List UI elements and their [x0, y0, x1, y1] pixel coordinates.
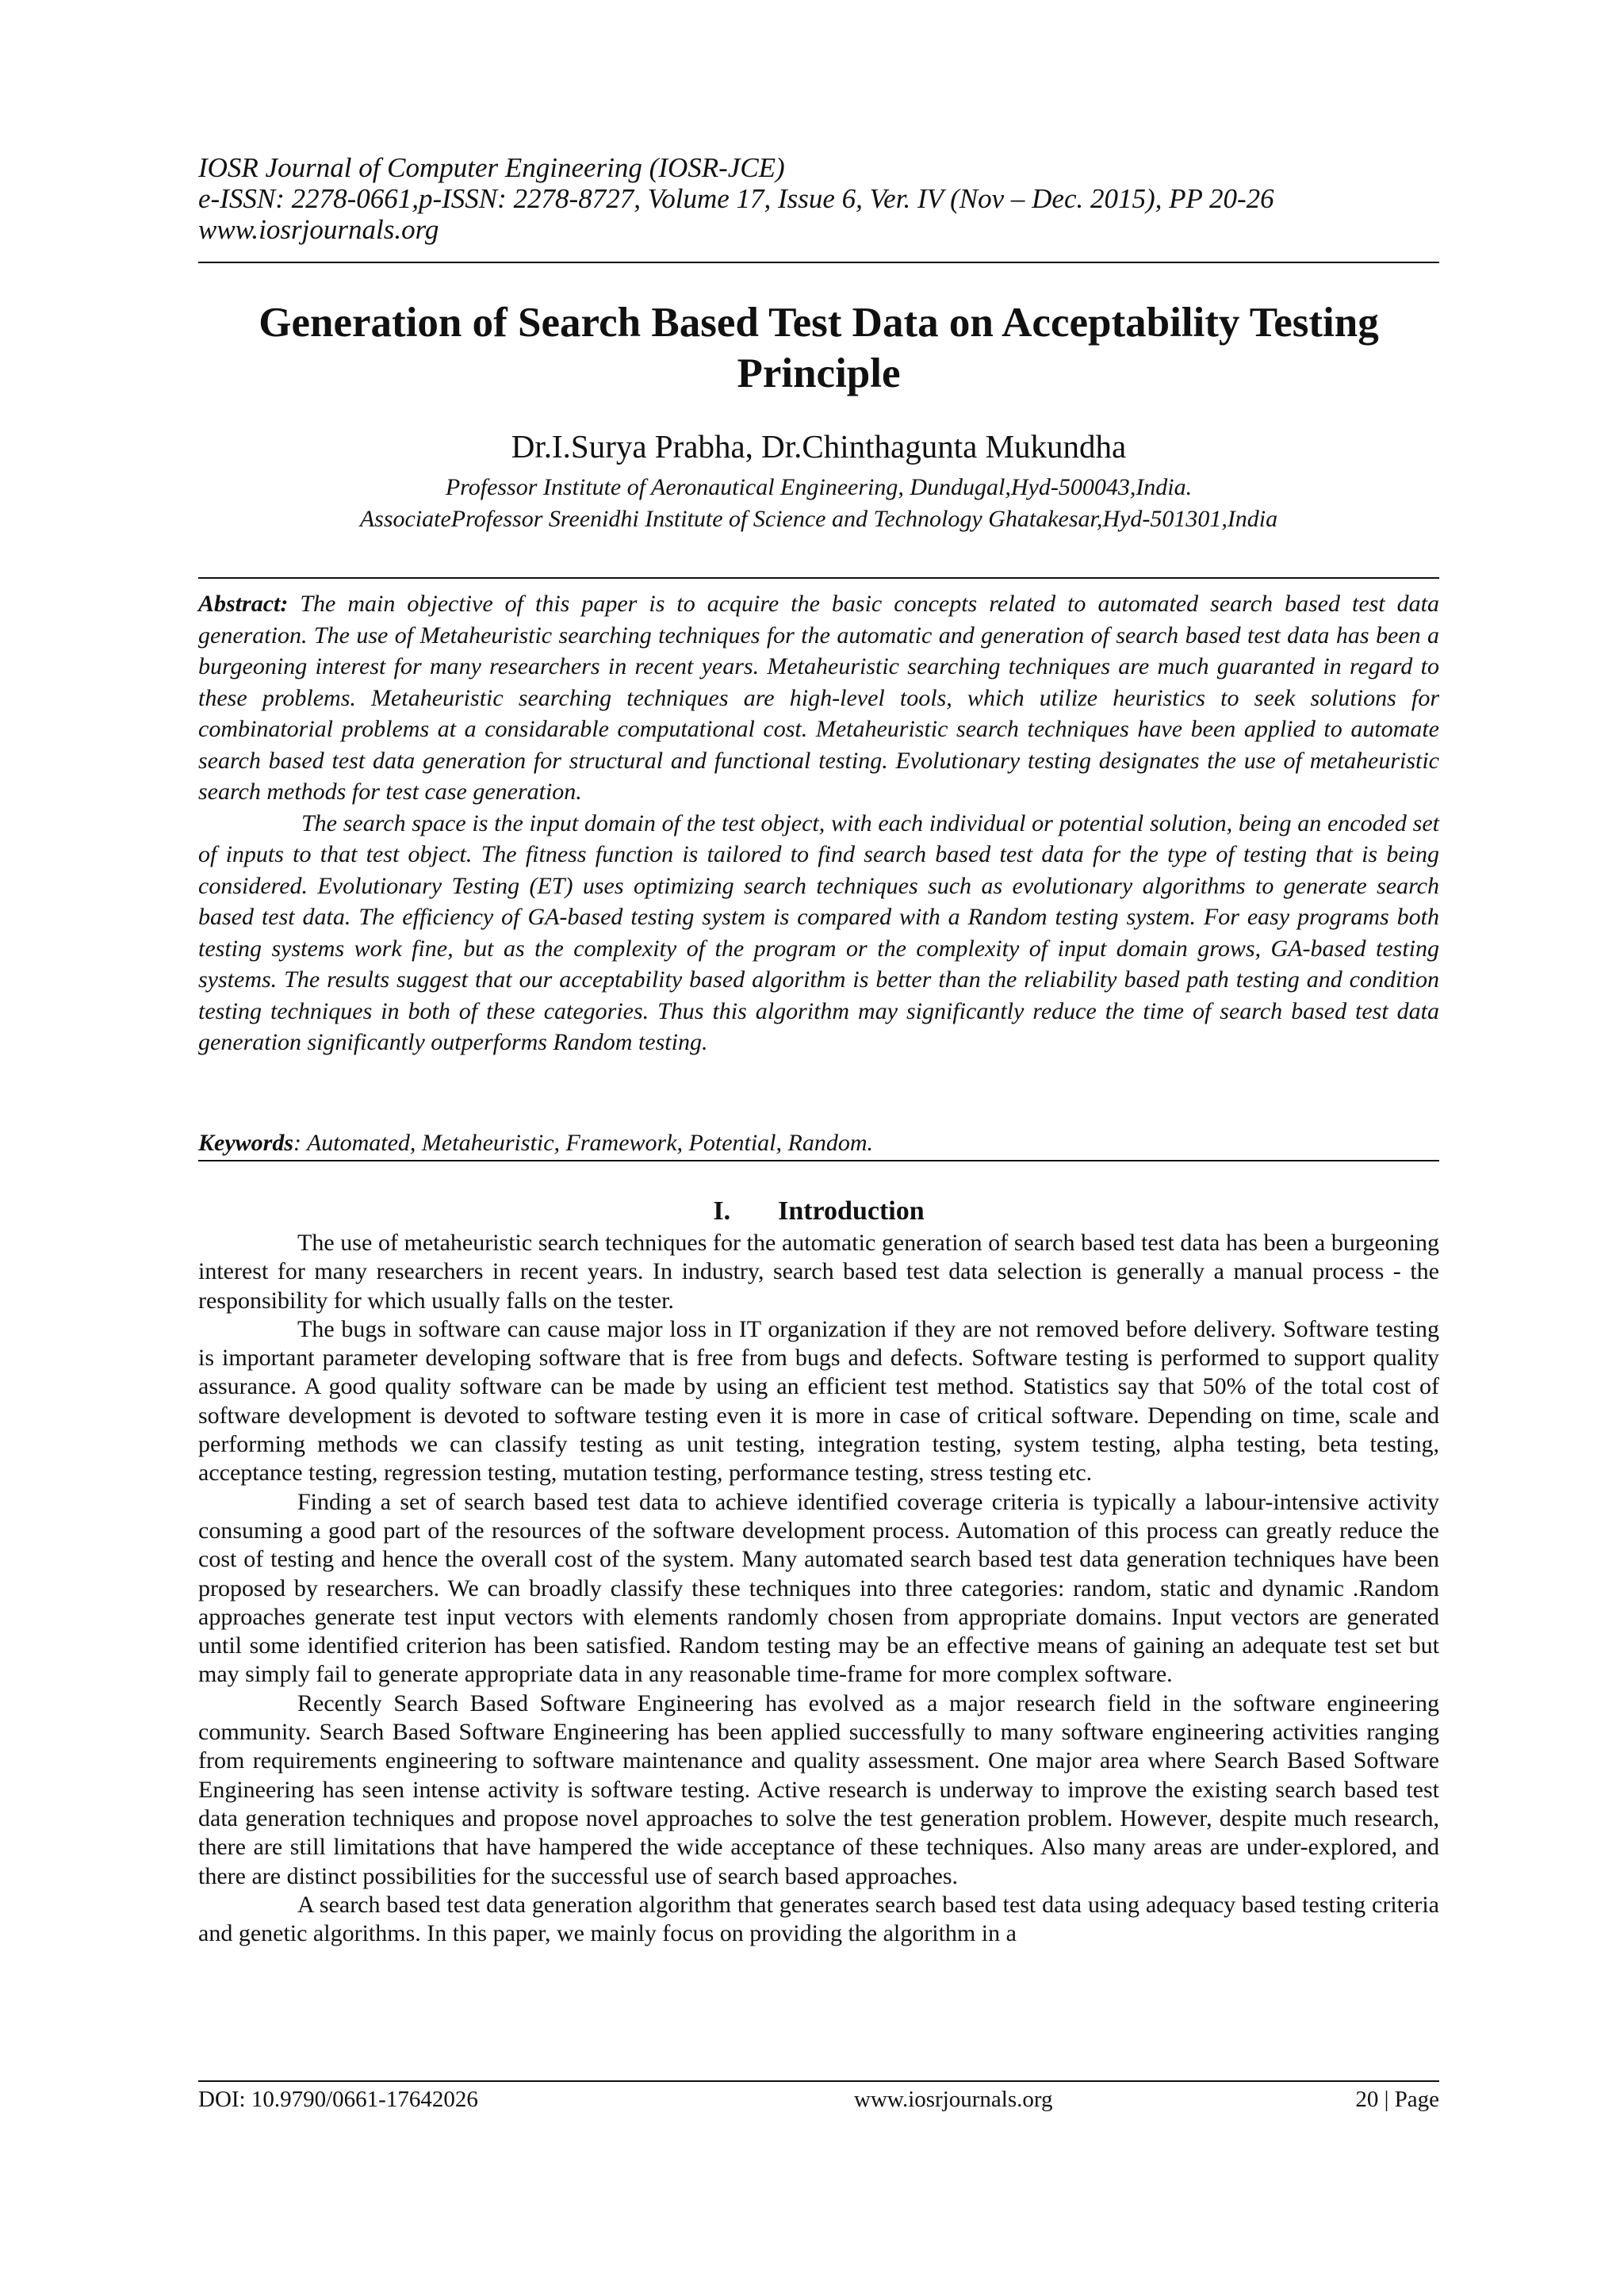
abstract-paragraph-2: The search space is the input domain of the test object, with each individual or potential solution, being an encoded set of inputs to that test object. The fitness function is tailored to find search based test data for the type of testing that is being considered. Evolutionary Testing (ET) uses optimizing search techniques such as evolutionary algorithms to generate search based test data. The efficiency of GA-based testing system is compared with a Random testing system. For easy programs both testing systems work fine, but as the complexity of the program or the complexity of input domain grows, GA-based testing systems. The results suggest that our acceptability based algorithm is better than the reliability based path testing and condition testing techniques in both of these categories. Thus this algorithm may significantly reduce the time of search based test data generation significantly outperforms Random testing. [198, 809, 1439, 1055]
affiliation-2: AssociateProfessor Sreenidhi Institute of Science and Technology Ghatakesar,Hyd-501301,India [359, 506, 1278, 532]
keywords-label: Keywords [198, 1130, 293, 1156]
keywords [198, 1127, 1439, 1159]
abstract-text-1: The main objective of this paper is to acquire the basic concepts related to automated search based test data generation. The use of Metaheuristic searching techniques for the automatic and generation of search based test data has been a burgeoning interest for many researchers in recent years. Metaheuristic searching techniques are much guaranted in regard to these problems. Metaheuristic searching techniques are high-level tools, which utilize heuristics to seek solutions for combinatorial problems at a considarable computational cost. Metaheuristic search techniques have been applied to automate search based test data generation for structural and functional testing. Evolutionary testing designates the use of metaheuristic search methods for test case generation. [198, 591, 1439, 805]
journal-url: www.iosrjournals.org [198, 214, 439, 245]
header-rule [198, 262, 1439, 263]
abstract [198, 588, 1439, 1058]
page-footer [198, 2084, 1439, 2115]
title-line-1: Generation of Search Based Test Data on Acceptability Testing [259, 300, 1379, 346]
body-text [198, 1229, 1439, 1948]
title-line-2: Principle [737, 350, 901, 396]
footer-doi: DOI: 10.9790/0661-17642026 [198, 2087, 478, 2112]
body-paragraph-3: Finding a set of search based test data to achieve identified coverage criteria is typically a labour-intensive activity consuming a good part of the resources of the software development process. Automation of this process can greatly reduce the cost of testing and hence the overall cost of the system. Many automated search based test data generation techniques have been proposed by researchers. We can broadly classify these techniques into three categories: random, static and dynamic .Random approaches generate test input vectors with elements randomly chosen from appropriate domains. Input vectors are generated until some identified criterion has been satisfied. Random testing may be an effective means of gaining an adequate test set but may simply fail to generate appropriate data in any reasonable time-frame for more complex software. [198, 1488, 1439, 1688]
authors: Dr.I.Surya Prabha, Dr.Chinthagunta Mukundha [511, 428, 1127, 465]
journal-issue: e-ISSN: 2278-0661,p-ISSN: 2278-8727, Volume 17, Issue 6, Ver. IV (Nov – Dec. 2015), PP 20-26 [198, 183, 1274, 214]
footer-rule [198, 2080, 1439, 2082]
keywords-rule [198, 1160, 1439, 1161]
journal-header [198, 152, 1439, 245]
footer-url: www.iosrjournals.org [854, 2087, 1053, 2112]
body-paragraph-2: The bugs in software can cause major loss in IT organization if they are not removed before delivery. Software testing is important parameter developing software that is free from bugs and defects. Software testing is performed to support quality assurance. A good quality software can be made by using an efficient test method. Statistics say that 50% of the total cost of software development is devoted to software testing even it is more in case of critical software. Depending on time, scale and performing methods we can classify testing as unit testing, integration testing, system testing, alpha testing, beta testing, acceptance testing, regression testing, mutation testing, performance testing, stress testing etc. [198, 1315, 1439, 1487]
affiliation-1: Professor Institute of Aeronautical Engineering, Dundugal,Hyd-500043,India. [445, 474, 1193, 500]
paper-title [198, 297, 1439, 399]
body-paragraph-4: Recently Search Based Software Engineering has evolved as a major research field in the software engineering community. Search Based Software Engineering has been applied successfully to many software engineering activities ranging from requirements engineering to software maintenance and quality assessment. One major area where Search Based Software Engineering has seen intense activity is software testing. Active research is underway to improve the existing search based test data generation techniques and propose novel approaches to solve the test generation problem. However, despite much research, there are still limitations that have hampered the wide acceptance of these techniques. Also many areas are under-explored, and there are distinct possibilities for the successful use of search based approaches. [198, 1689, 1439, 1889]
journal-name: IOSR Journal of Computer Engineering (IOSR-JCE) [198, 152, 785, 183]
section-title: Introduction [778, 1196, 925, 1226]
paper-page [198, 0, 1439, 2296]
abstract-top-rule [198, 577, 1439, 579]
abstract-paragraph-1 [198, 588, 1439, 808]
section-heading [198, 1196, 1439, 1227]
abstract-label: Abstract: [198, 591, 289, 617]
body-paragraph-5: A search based test data generation algorithm that generates search based test data using adequacy based testing criteria and genetic algorithms. In this paper, we mainly focus on providing the algorithm in a [198, 1891, 1439, 1947]
footer-page-number: 20 | Page [1355, 2087, 1439, 2112]
body-paragraph-1: The use of metaheuristic search techniques for the automatic generation of search based test data has been a burgeoning interest for many researchers in recent years. In industry, search based test data selection is generally a manual process - the responsibility for which usually falls on the tester. [198, 1230, 1439, 1314]
section-number: I. [713, 1196, 731, 1226]
keywords-text: : Automated, Metaheuristic, Framework, Potential, Random. [293, 1130, 874, 1156]
